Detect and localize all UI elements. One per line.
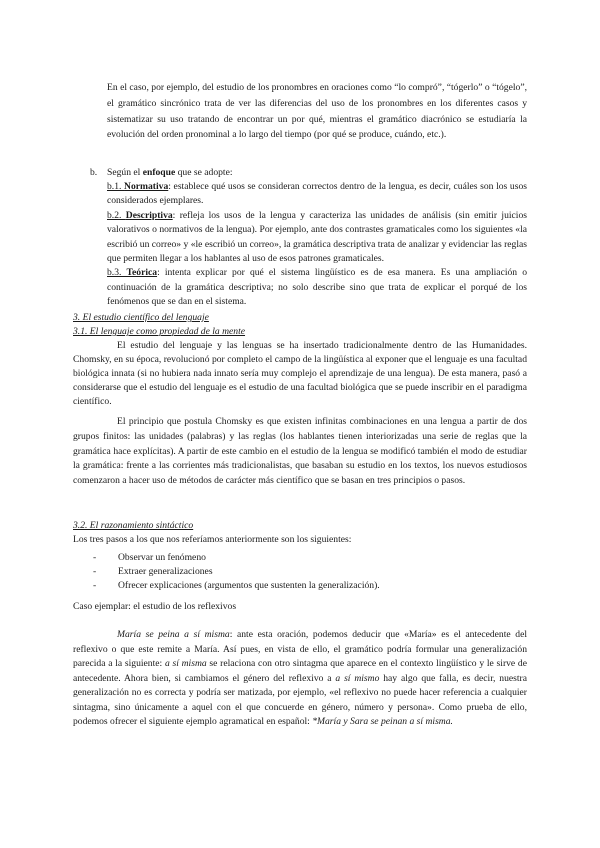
enfoque-intro <box>107 166 527 180</box>
italic-example: *María y Sara se peinan a sí misma. <box>312 716 453 727</box>
dash-bullet: - <box>93 566 97 578</box>
paragraph-pronombres: En el caso, por ejemplo, del estudio de los pronombres en oraciones como “lo compró”, “tógerlo” o “tógelo”, el gramático sincrónico trata de ver las diferencias del uso de los pronombres en los diferentes casos y sistematizar su uso tratando de encontrar un por qué, mientras el gramático diacrónico se estudiaría la evolución del orden pronominal a lo largo del tiempo (por qué se produce, cuándo, etc.). <box>107 82 527 141</box>
list-item-text: Observar un fenómeno <box>118 552 206 563</box>
section-3 <box>73 311 527 409</box>
item-text: : establece qué usos se consideran correctos dentro de la lengua, es decir, cuáles son los usos considerados ejemplares. <box>107 181 527 207</box>
list-item-text: Ofrecer explicaciones (argumentos que sustenten la generalización). <box>118 580 380 592</box>
enfoque-list <box>107 180 527 310</box>
text: se relaciona con otro sintagma que aparece en el contexto lingüístico y le sirve de antecedente. Ahora bien, si cambiamos el género del reflexivo a <box>73 658 527 684</box>
section-3-2 <box>73 519 527 547</box>
item-teorica <box>107 266 527 309</box>
dash-bullet: - <box>93 552 97 563</box>
dash-bullet: - <box>93 580 97 592</box>
subsection-heading: 3.2. El razonamiento sintáctico <box>73 520 194 531</box>
paragraph: El estudio del lenguaje y las lenguas se ha insertado tradicionalmente dentro de las Humanidades. Chomsky, en su época, revolucionó por completo el campo de la lingüística al exponer que el lenguaje es una facultad biológica innata (si no hubiera nada innato sería muy complejo el aprendizaje de una lengua). De esta manera, pasó a considerarse que el estudio del lenguaje es el estudio de una facultad biológica que se puede inscribir en el paradigma científico. <box>73 340 527 407</box>
subsection-heading: 3.1. El lenguaje como propiedad de la mente <box>73 326 246 337</box>
item-text: : intenta explicar por qué el sistema lingüístico es de esa manera. Es una ampliación o continuación de la gramática descriptiva; no solo describe sino que trata de explicar el porqué de los fenómenos que se dan en el sistema. <box>107 267 527 308</box>
list-item <box>93 579 380 593</box>
paragraph-chomsky: El principio que postula Chomsky es que existen infinitas combinaciones en una lengua a partir de dos grupos finitos: las unidades (palabras) y las reglas (los hablantes tienen interiorizadas una serie de reglas que la gramática hace explícitas). A partir de este cambio en el estudio de la lengua se modificó también el modo de estudiar la gramática: frente a las corrientes más tradicionalistas, que basaban su estudio en los textos, los nuevos estudiosos comenzaron a hacer uso de métodos de carácter más científico que se basan en tres principios o pasos. <box>73 416 527 487</box>
text: : ante esta oración, podemos deducir que «María» es el antecedente del reflexivo o que este remite a María. Así pues, en vista de ello, el gramático podría formular una generalización parecida a la siguiente: <box>73 629 527 669</box>
list-item <box>93 565 380 579</box>
item-name: Descriptiva <box>125 209 173 221</box>
item-num: b.1. <box>107 181 125 192</box>
intro-text: Los tres pasos a los que nos referíamos anteriormente son los siguientes: <box>73 534 352 545</box>
item-normativa <box>107 180 527 209</box>
italic-example: María se peina a sí misma <box>117 629 230 640</box>
item-text: : refleja los usos de la lengua y caracteriza las unidades de análisis (sin emitir juicios valorativos o normativos de la lengua). Por ejemplo, ante dos contrastes gramaticales como los siguientes «la escribió un correo» y «le escribió un correo», la gramática descriptiva trata de analizar y evidenciar las reglas que permiten llegar a los hablantes al uso de esos patrones gramaticales. <box>107 209 527 265</box>
text: Según el <box>107 167 143 178</box>
steps-list <box>93 551 380 594</box>
item-name: Teórica <box>126 267 158 279</box>
text: que se adopte: <box>175 167 233 178</box>
item-descriptiva <box>107 209 527 267</box>
italic-example: a sí misma <box>164 658 207 669</box>
item-name: Normativa <box>124 181 169 192</box>
list-label-b: b. <box>90 167 98 178</box>
item-num: b.3. <box>107 267 127 279</box>
section-heading: 3. El estudio científico del lenguaje <box>73 312 209 323</box>
list-item-text: Extraer generalizaciones <box>118 566 213 578</box>
list-item <box>93 551 380 565</box>
text: hay algo que falla, es decir, nuestra generalización no es correcta y podría ser matizada, por ejemplo, «el reflexivo no puede hacer referencia a cualquier sintagma, sino únicamente a aquel con el que concuerde en género, número y persona». Como prueba de ello, podemos ofrecer el siguiente ejemplo agramatical en español: <box>73 672 527 727</box>
item-num: b.2. <box>107 209 126 221</box>
paragraph-reflexivos <box>73 628 527 730</box>
italic-example: a sí mismo <box>335 672 380 684</box>
case-heading: Caso ejemplar: el estudio de los reflexivos <box>73 601 237 612</box>
bold-term: enfoque <box>142 167 176 178</box>
